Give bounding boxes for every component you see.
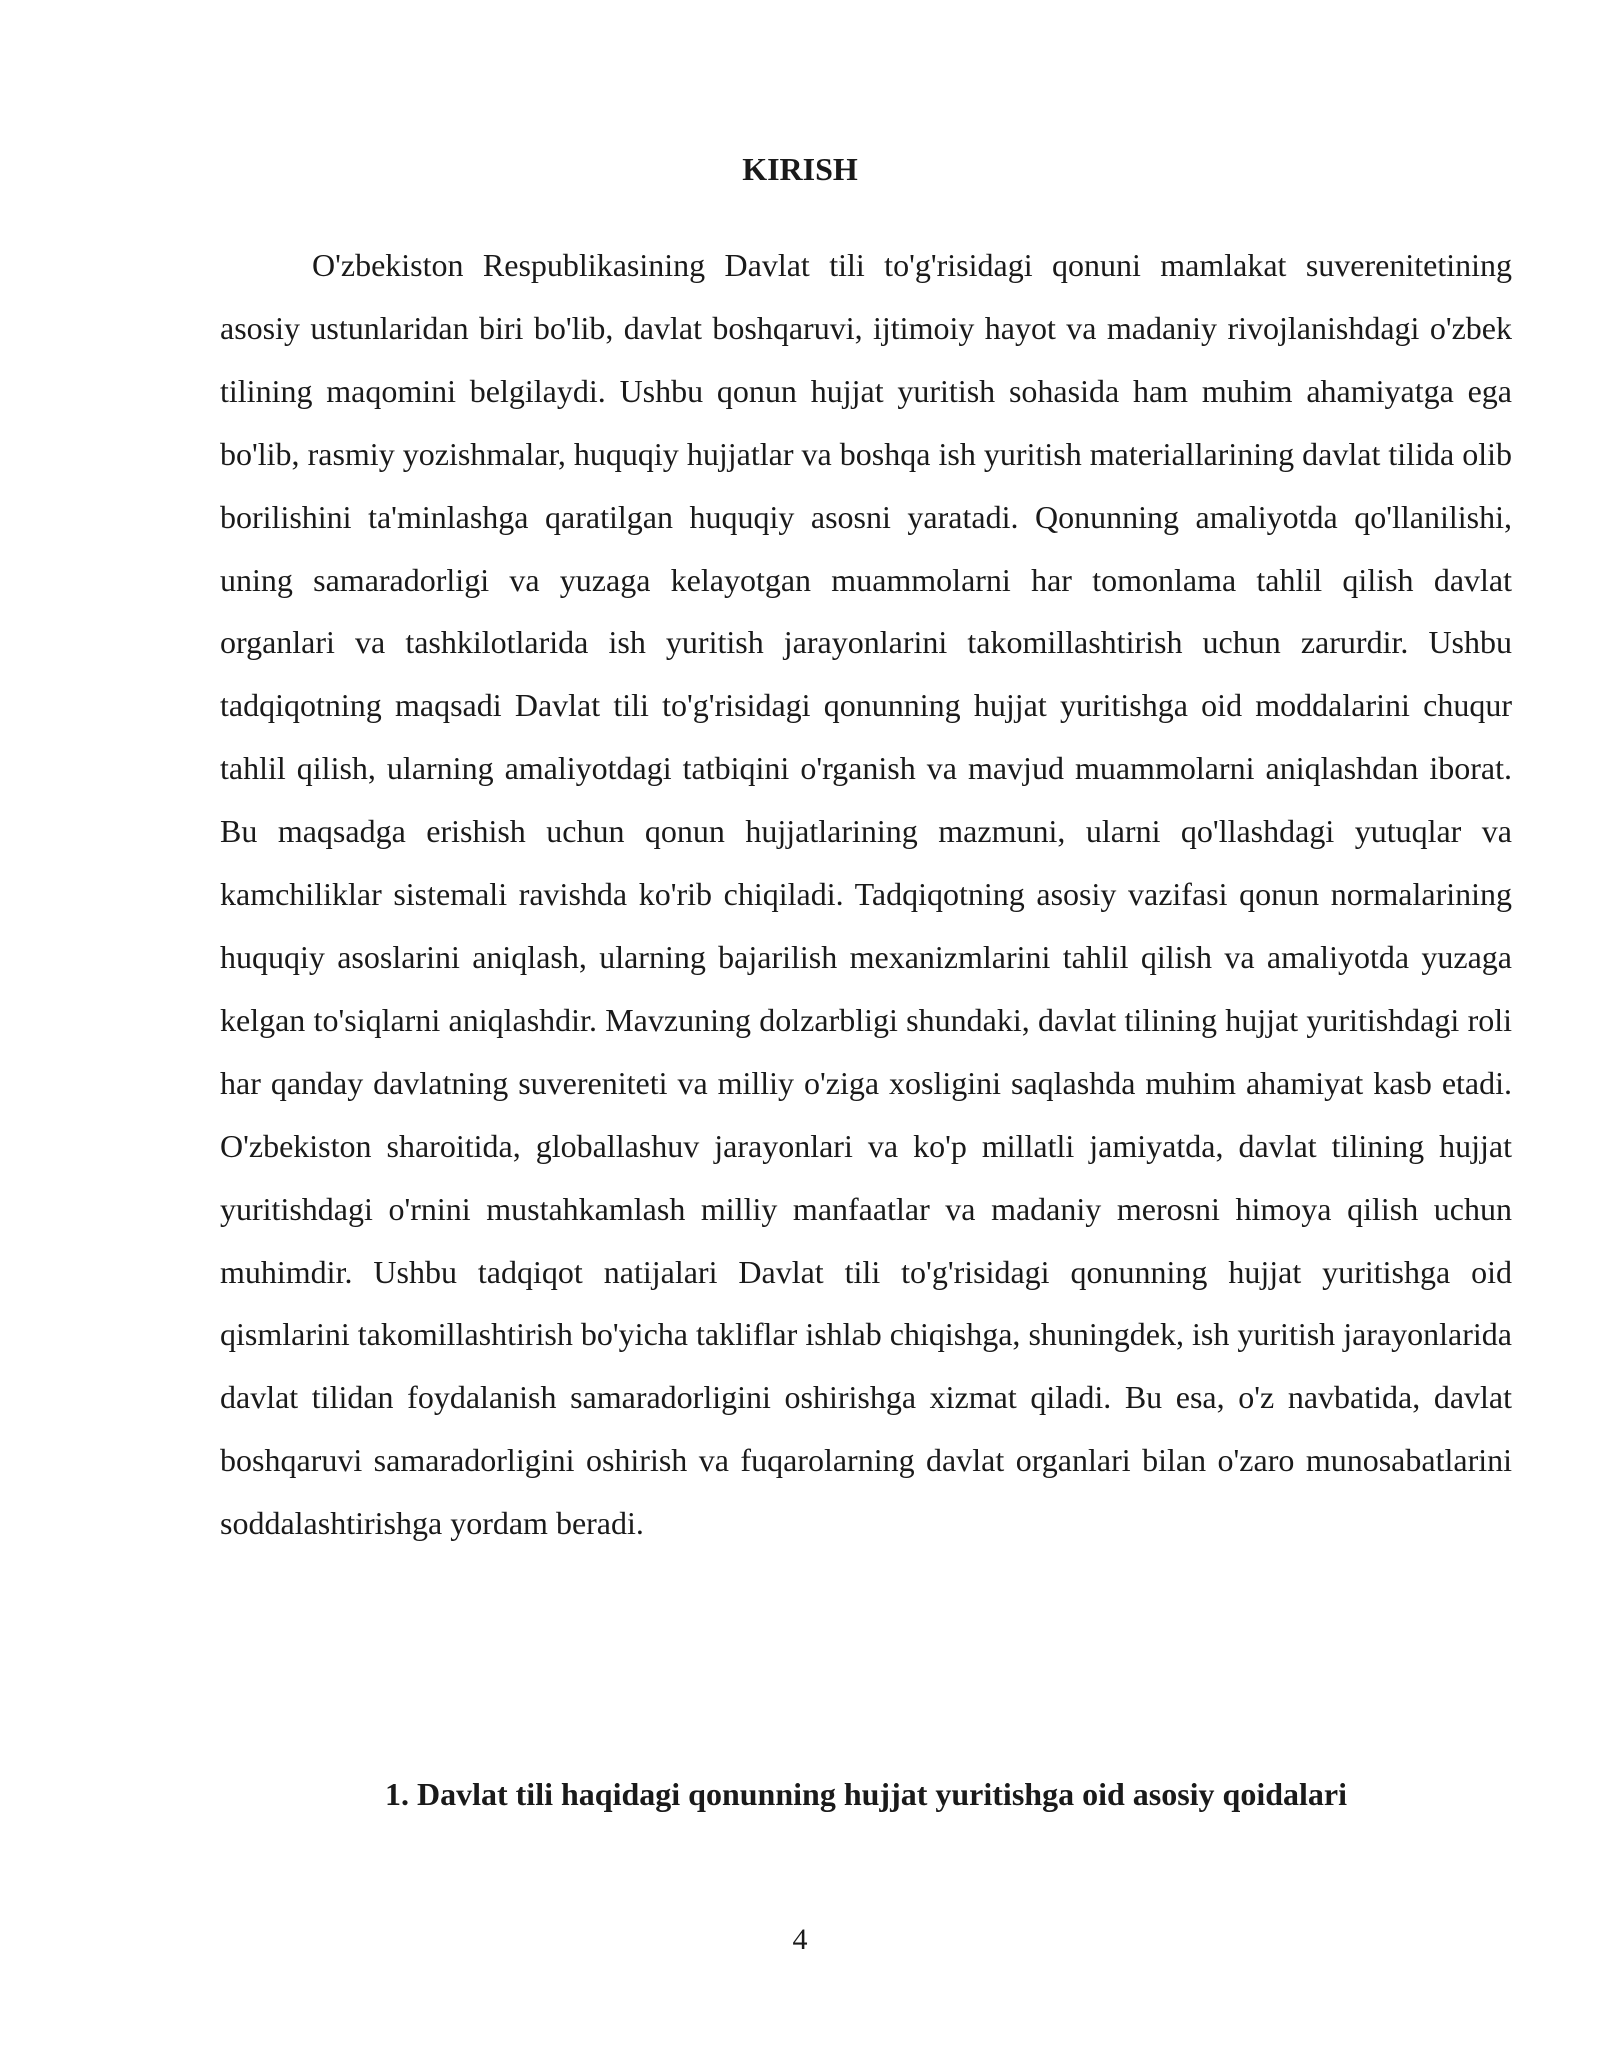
page-title: KIRISH [742, 151, 858, 187]
page-number: 4 [792, 1923, 808, 1956]
intro-paragraph: O'zbekiston Respublikasining Davlat tili to'g'risidagi qonuni mamlakat suverenitetining asosiy ustunlaridan biri bo'lib, davlat boshqaruvi, ijtimoiy hayot va madaniy rivojlanishdagi o'zbek tilining maqomini belgilaydi. Ushbu qonun hujjat yuritish sohasida ham muhim ahamiyatga ega bo'lib, rasmiy yozishmalar, huquqiy hujjatlar va boshqa ish yuritish materiallarining davlat tilida olib borilishini ta'minlashga qaratilgan huquqiy asosni yaratadi. Qonunning amaliyotda qo'llanilishi, uning samaradorligi va yuzaga kelayotgan muammolarni har tomonlama tahlil qilish davlat organlari va tashkilotlarida ish yuritish jarayonlarini takomillashtirish uchun zarurdir. Ushbu tadqiqotning maqsadi Davlat tili to'g'risidagi qonunning hujjat yuritishga oid moddalarini chuqur tahlil qilish, ularning amaliyotdagi tatbiqini o'rganish va mavjud muammolarni aniqlashdan iborat. Bu maqsadga erishish uchun qonun hujjatlarining mazmuni, ularni qo'llashdagi yutuqlar va kamchiliklar sistemali ravishda ko'rib chiqiladi. Tadqiqotning asosiy vazifasi qonun normalarining huquqiy asoslarini aniqlash, ularning bajarilish mexanizmlarini tahlil qilish va amaliyotda yuzaga kelgan to'siqlarni aniqlashdir. Mavzuning dolzarbligi shundaki, davlat tilining hujjat yuritishdagi roli har qanday davlatning suvereniteti va milliy o'ziga xosligini saqlashda muhim ahamiyat kasb etadi. O'zbekiston sharoitida, globallashuv jarayonlari va ko'p millatli jamiyatda, davlat tilining hujjat yuritishdagi o'rnini mustahkamlash milliy manfaatlar va madaniy merosni himoya qilish uchun muhimdir. Ushbu tadqiqot natijalari Davlat tili to'g'risidagi qonunning hujjat yuritishga oid qismlarini takomillashtirish bo'yicha takliflar ishlab chiqishga, shuningdek, ish yuritish jarayonlarida davlat tilidan foydalanish samaradorligini oshirishga xizmat qiladi. Bu esa, o'z navbatida, davlat boshqaruvi samaradorligini oshirish va fuqarolarning davlat organlari bilan o'zaro munosabatlarini soddalashtirishga yordam beradi. [220, 247, 1512, 1542]
section-heading: 1. Davlat tili haqidagi qonunning hujjat yuritishga oid asosiy qoidalari [384, 1776, 1348, 1812]
